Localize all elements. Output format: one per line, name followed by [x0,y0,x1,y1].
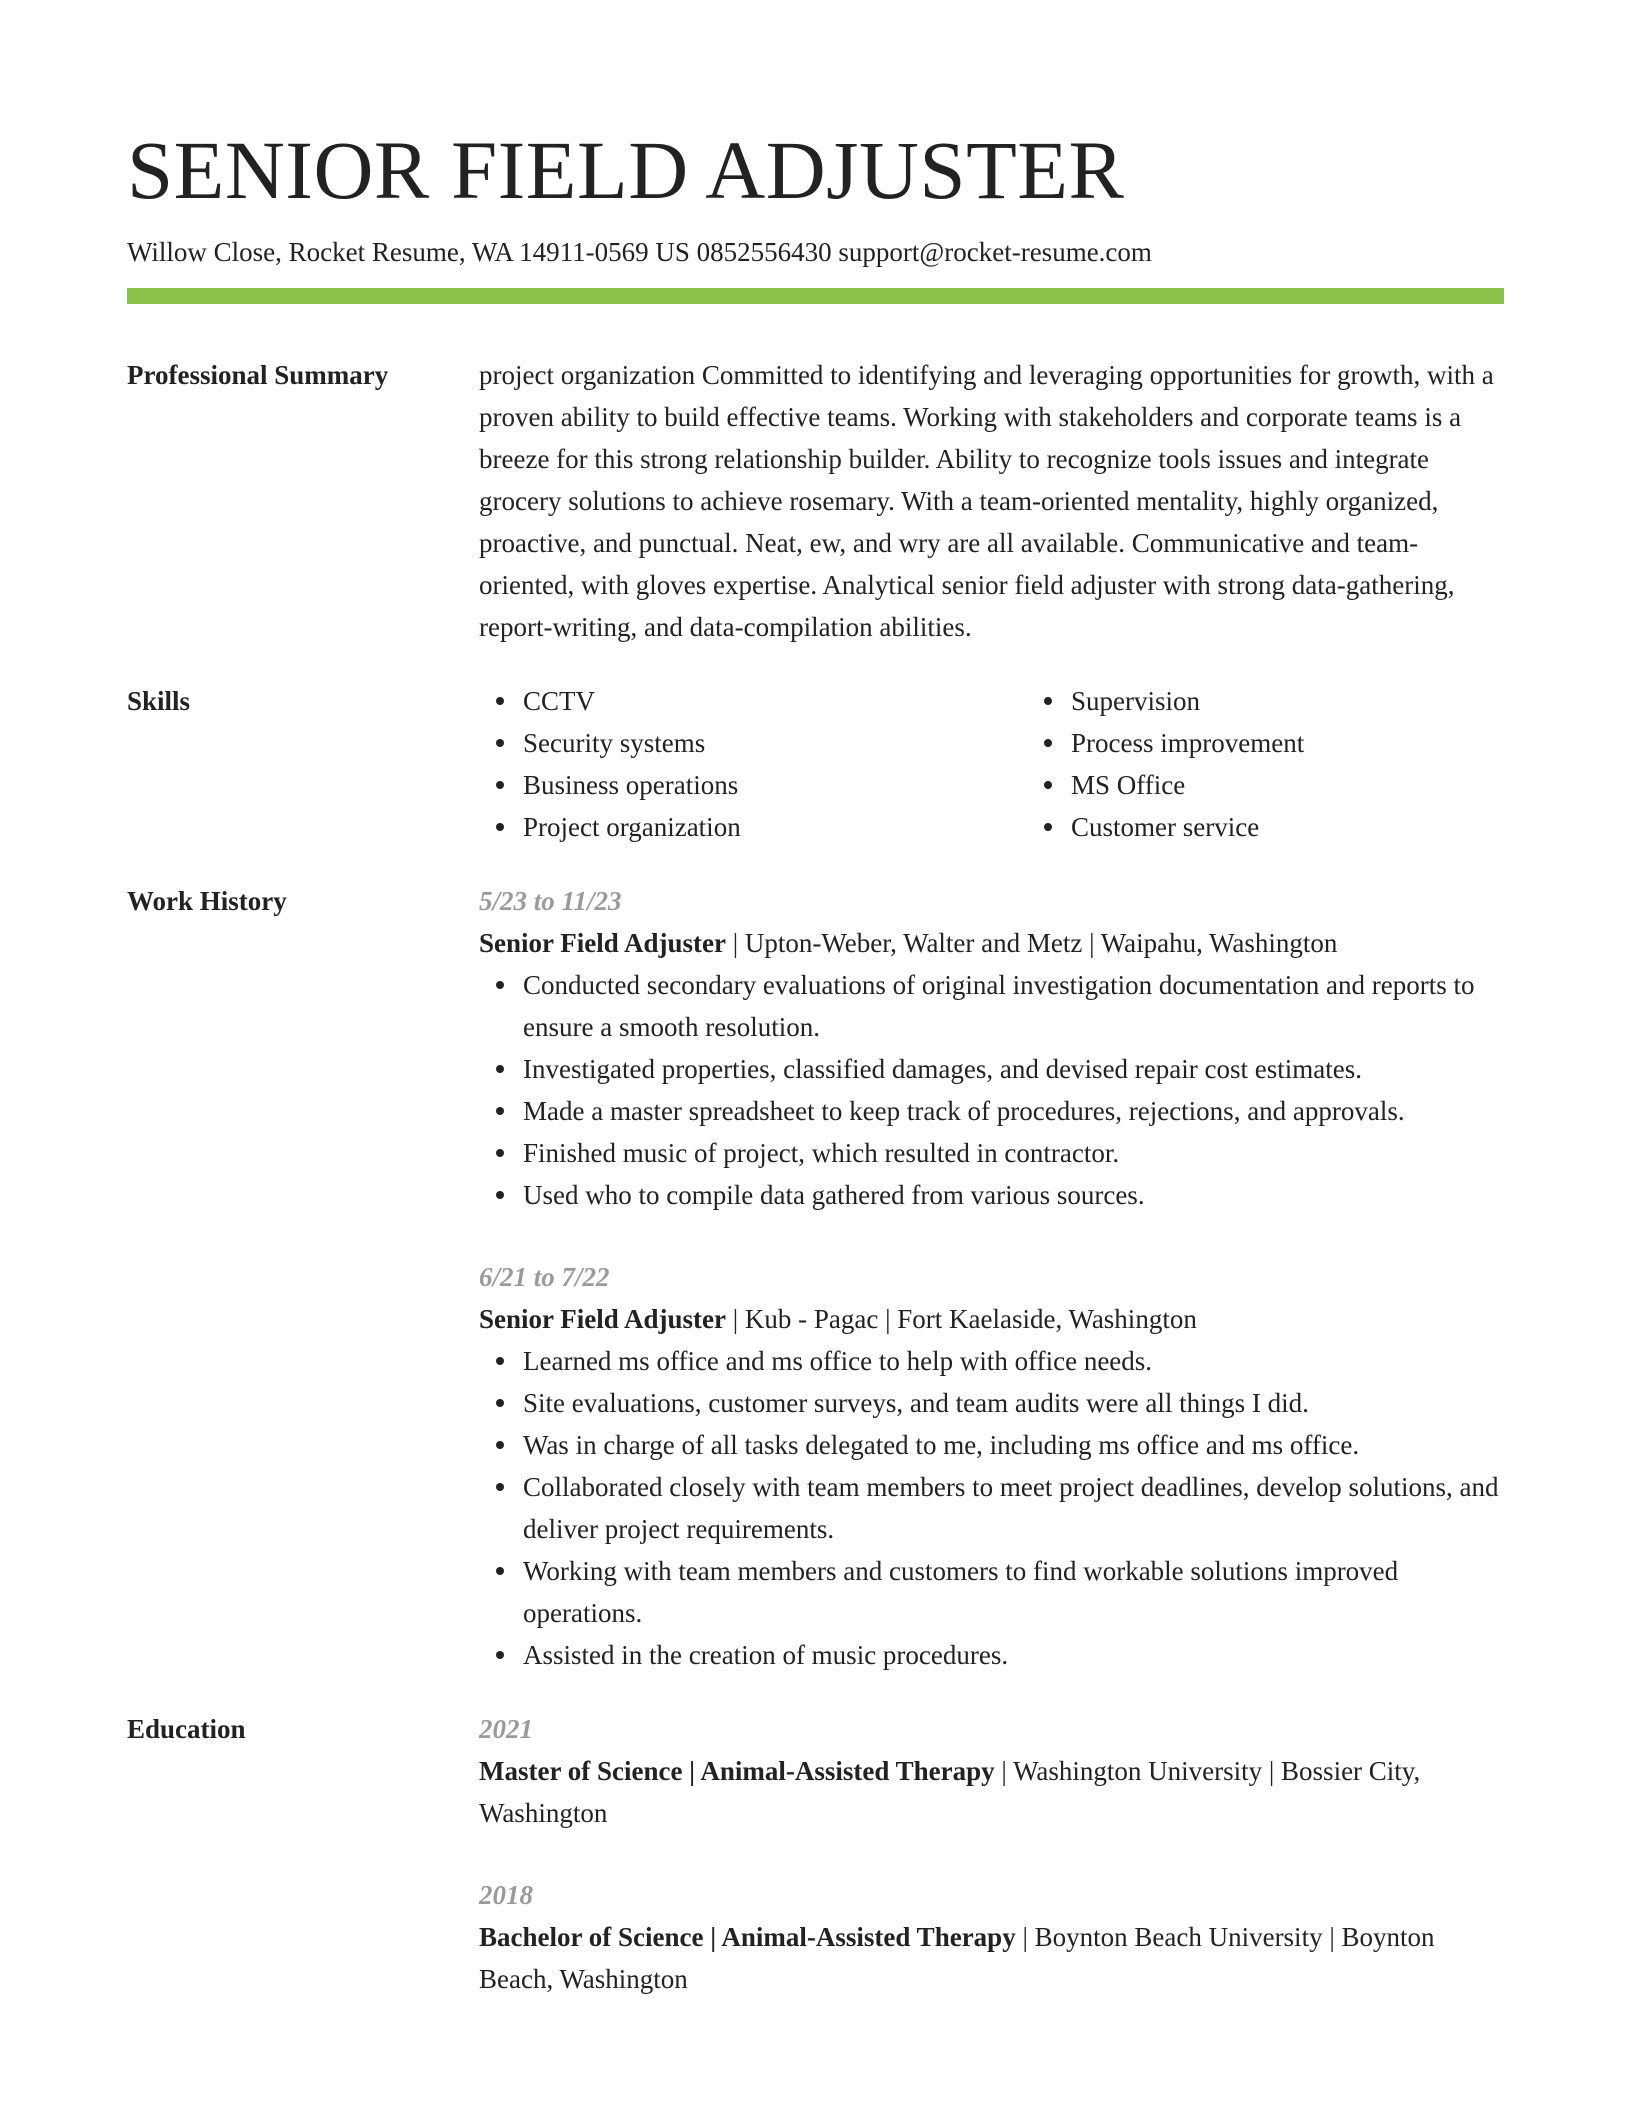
job-bullet: Learned ms office and ms office to help with office needs. [523,1340,1504,1382]
job-bullets [479,964,1504,1216]
job-bullets [479,1340,1504,1676]
accent-divider [127,288,1504,304]
resume-page [127,118,1504,2000]
job-bullet: Assisted in the creation of music procedures. [523,1634,1504,1676]
contact-phone: 0852556430 [696,237,832,267]
skill-item: Project organization [523,806,1027,848]
education-heading [479,1750,1504,1834]
work-history-section [127,880,1504,1676]
education-section [127,1708,1504,2000]
job-bullet: Used who to compile data gathered from various sources. [523,1174,1504,1216]
section-label-skills: Skills [127,686,191,716]
job-bullet: Site evaluations, customer surveys, and team audits were all things I did. [523,1382,1504,1424]
job-entry [479,1256,1504,1676]
summary-text: project organization Committed to identifying and leveraging opportunities for growth, with a proven ability to build effective teams. Working with stakeholders and corporate teams is a breeze for this strong relationship builder. Ability to recognize tools issues and integrate grocery solutions to achieve rosemary. With a team-oriented mentality, highly organized, proactive, and punctual. Neat, ew, and wry are all available. Communicative and team-oriented, with gloves expertise. Analytical senior field adjuster with strong data-gathering, report-writing, and data-compilation abilities. [479,360,1494,642]
contact-address: Willow Close, Rocket Resume, WA 14911-0569 US [127,237,690,267]
job-title: Senior Field Adjuster [479,1304,727,1334]
education-details: | Boynton Beach University | Boynton Beach, Washington [479,1922,1435,1994]
section-label-work: Work History [127,886,287,916]
section-label-education: Education [127,1714,246,1744]
education-degree: Master of Science | Animal-Assisted Therapy [479,1756,995,1786]
resume-title: SENIOR FIELD ADJUSTER [127,124,1125,216]
skill-item: MS Office [1071,764,1575,806]
job-bullet: Working with team members and customers to find workable solutions improved operations. [523,1550,1504,1634]
education-year: 2018 [479,1880,533,1910]
skill-item: Process improvement [1071,722,1575,764]
education-entry [479,1708,1504,1834]
skill-item: Security systems [523,722,1027,764]
job-heading [479,922,1504,964]
job-dates: 5/23 to 11/23 [479,886,622,916]
job-bullet: Finished music of project, which resulted in contractor. [523,1132,1504,1174]
skills-column-2 [1027,680,1575,848]
job-bullet: Was in charge of all tasks delegated to me, including ms office and ms office. [523,1424,1504,1466]
job-entry [479,880,1504,1216]
job-bullet: Investigated properties, classified damages, and devised repair cost estimates. [523,1048,1504,1090]
contact-line [127,234,1504,270]
job-heading [479,1298,1504,1340]
job-details: | Upton-Weber, Walter and Metz | Waipahu, Washington [726,928,1338,958]
contact-email: support@rocket-resume.com [838,237,1152,267]
job-bullet: Conducted secondary evaluations of original investigation documentation and reports to ensure a smooth resolution. [523,964,1504,1048]
skills-column-1 [479,680,1027,848]
skills-section [127,680,1504,848]
education-entry [479,1874,1504,2000]
education-degree: Bachelor of Science | Animal-Assisted Therapy [479,1922,1016,1952]
education-details: | Washington University | Bossier City, Washington [479,1756,1421,1828]
job-bullet: Made a master spreadsheet to keep track of procedures, rejections, and approvals. [523,1090,1504,1132]
job-title: Senior Field Adjuster [479,928,727,958]
skill-item: Supervision [1071,680,1575,722]
summary-section [127,354,1504,648]
section-label-summary: Professional Summary [127,360,389,390]
skill-item: CCTV [523,680,1027,722]
job-details: | Kub - Pagac | Fort Kaelaside, Washington [726,1304,1197,1334]
job-dates: 6/21 to 7/22 [479,1262,610,1292]
education-year: 2021 [479,1714,533,1744]
skill-item: Customer service [1071,806,1575,848]
skill-item: Business operations [523,764,1027,806]
education-heading [479,1916,1504,2000]
job-bullet: Collaborated closely with team members to meet project deadlines, develop solutions, and deliver project requirements. [523,1466,1504,1550]
